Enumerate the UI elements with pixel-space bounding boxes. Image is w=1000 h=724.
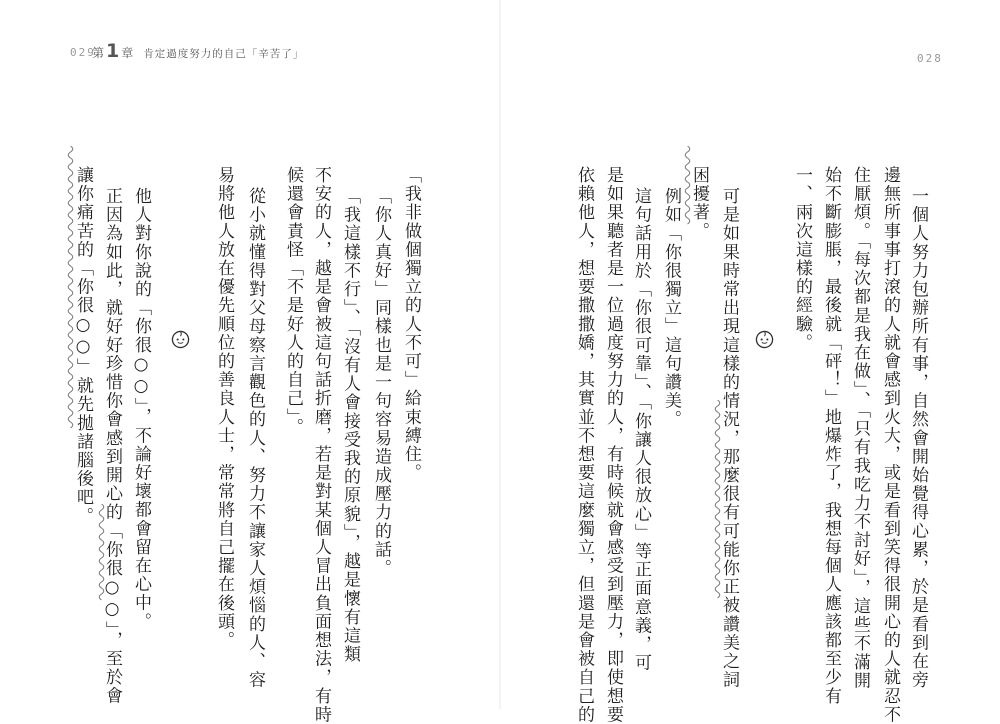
text-line: 依賴他人，想要撒撒嬌，其實並不想要這麼獨立，但還是會被自己的 xyxy=(574,166,594,724)
text-line: 讓你痛苦的「你很○○」就先拋諸腦後吧。 xyxy=(73,166,93,526)
right-page-number: 028 xyxy=(917,52,943,65)
text-line: 邊無所事事打滾的人就會感到火大，或是看到笑得很開心的人就忍不 xyxy=(880,166,900,724)
emphasis-underline xyxy=(97,504,106,602)
text-line: 始不斷膨脹，最後就「砰！」地爆炸了，我想每個人應該都至少有 xyxy=(821,166,841,706)
running-head xyxy=(92,42,304,64)
text-line: 他人對你說的「你很○○」，不論好壞都會留在心中。 xyxy=(131,187,151,631)
emphasis-underline xyxy=(683,146,692,226)
text-line: 可是如果時常出現這樣的情況，那麼很有可能你正被讚美之詞 xyxy=(719,187,739,690)
text-line: 不安的人，越是會被這句話折磨，若是對某個人冒出負面想法，有時 xyxy=(311,166,331,724)
text-line: 這句話用於「你很可靠」、「你讓人很放心」等正面意義，可 xyxy=(631,187,651,673)
left-page-number: 029 xyxy=(70,46,96,59)
text-line: 困擾著。 xyxy=(689,166,709,241)
chapter-suffix: 章 xyxy=(121,46,134,60)
text-line: 一、兩次這樣的經驗。 xyxy=(792,166,812,352)
emphasis-underline xyxy=(713,400,722,600)
text-line: 例如「你很獨立」這句讚美。 xyxy=(661,187,681,429)
page-gutter xyxy=(499,0,501,709)
text-line: 一個人努力包辦所有事，自然會開始覺得心累，於是看到在旁 xyxy=(908,187,928,690)
text-line: 「你人真好」同樣也是一句容易造成壓力的話。 xyxy=(371,187,391,578)
text-line: 是如果聽者是一位過度努力的人，有時候就會感受到壓力，即使想要 xyxy=(603,166,623,724)
face-icon xyxy=(755,330,774,349)
text-line: 「我這樣不行」、「沒有人會接受我的原貌」，越是懷有這類 xyxy=(340,187,360,664)
text-line: 「我非做個獨立的人不可」給束縛住。 xyxy=(401,166,421,483)
chapter-prefix: 第 xyxy=(92,46,105,60)
emphasis-underline xyxy=(66,146,75,432)
chapter-title: 肯定過度努力的自己「辛苦了」 xyxy=(143,48,305,60)
chapter-number: 1 xyxy=(106,40,120,62)
text-line: 易將他人放在優先順位的善良人士，常常將自己擺在後頭。 xyxy=(214,166,234,650)
face-icon xyxy=(171,330,190,349)
text-line: 住厭煩。「每次都是我在做」、「只有我吃力不討好」，這些不滿開 xyxy=(850,166,870,690)
text-line: 候還會責怪「不是好人的自己」。 xyxy=(283,166,303,437)
text-line: 正因為如此，就好好珍惜你會感到開心的「你很○○」，至於會 xyxy=(102,187,122,706)
text-line: 從小就懂得對父母察言觀色的人、努力不讓家人煩惱的人、容 xyxy=(245,187,265,690)
